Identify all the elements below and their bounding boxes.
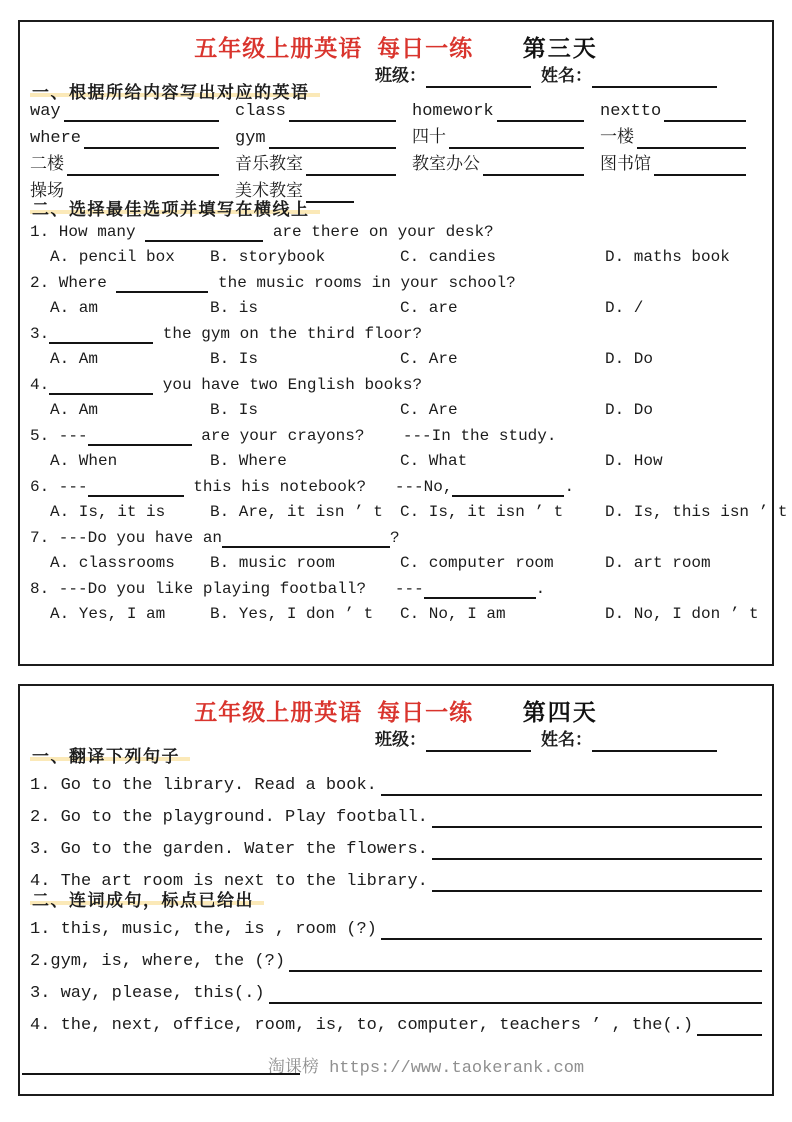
vocab-item	[235, 127, 412, 149]
sentence-text: 3. way, please, this(.)	[30, 984, 265, 1003]
sentence-text: 4. The art room is next to the library.	[30, 872, 428, 891]
option-item[interactable]: A. Yes, I am	[50, 605, 166, 623]
question-text: .	[535, 580, 546, 598]
question-text: ?	[390, 529, 400, 547]
option-item[interactable]: D. How	[605, 452, 663, 470]
options-row	[30, 499, 788, 523]
answer-blank[interactable]	[49, 330, 153, 344]
question-text: 5. ---	[30, 427, 88, 445]
question-line	[30, 372, 762, 396]
day3-section2-heading: 二、选择最佳选项并填写在横线上	[30, 210, 320, 214]
option-item[interactable]: C. are	[400, 299, 458, 317]
answer-blank[interactable]	[269, 134, 396, 149]
vocab-label: 音乐教室	[235, 156, 303, 175]
vocab-item	[412, 127, 600, 149]
options-row	[30, 295, 762, 319]
answer-blank[interactable]	[452, 483, 564, 497]
class-input-blank[interactable]	[426, 72, 531, 88]
answer-blank[interactable]	[697, 1021, 762, 1036]
vocab-item	[235, 100, 412, 122]
vocab-label: class	[235, 102, 287, 121]
question-line	[30, 525, 762, 549]
answer-blank[interactable]	[64, 107, 219, 122]
option-item[interactable]: D. No, I don ’ t	[605, 605, 759, 623]
day4-title-row	[30, 692, 762, 726]
translation-exercise	[30, 772, 762, 892]
option-item[interactable]: D. Do	[605, 350, 654, 368]
vocab-label: way	[30, 102, 61, 121]
options-row	[30, 244, 762, 268]
vocab-label: 图书馆	[600, 156, 651, 175]
question-line	[30, 423, 762, 447]
question-text: the gym on the third floor?	[153, 325, 423, 343]
option-item[interactable]: D. Do	[605, 401, 654, 419]
option-item[interactable]: A. Am	[50, 401, 99, 419]
option-item[interactable]: D. Is, this isn ’ t	[605, 503, 788, 521]
day4-section1-heading: 一、翻译下列句子	[30, 757, 190, 761]
answer-blank[interactable]	[222, 534, 390, 548]
rearrange-line	[30, 948, 762, 972]
rearrange-line	[30, 1012, 762, 1036]
vocab-item	[600, 127, 762, 149]
answer-blank[interactable]	[145, 228, 263, 242]
answer-blank[interactable]	[269, 989, 762, 1004]
question-text: you have two English books?	[153, 376, 423, 394]
answer-blank[interactable]	[432, 845, 762, 860]
options-row	[30, 346, 762, 370]
question-text: 2. Where	[30, 274, 117, 292]
option-item[interactable]: C. Are	[400, 350, 458, 368]
option-item[interactable]: A. pencil box	[50, 248, 175, 266]
question-line	[30, 270, 762, 294]
answer-blank[interactable]	[432, 813, 762, 828]
vocab-item	[235, 181, 412, 203]
option-item[interactable]: B. Is	[210, 401, 259, 419]
vocab-item	[600, 100, 762, 122]
multiple-choice-questions	[30, 219, 788, 625]
sentence-text: 2.gym, is, where, the (?)	[30, 952, 286, 971]
answer-blank[interactable]	[664, 107, 746, 122]
vocab-label: 一楼	[600, 129, 634, 148]
vocab-label: 教室办公	[412, 156, 480, 175]
day3-day-label: 第三天	[522, 37, 598, 63]
question-line	[30, 474, 762, 498]
option-item[interactable]: C. What	[400, 452, 468, 470]
class-label: 班级：	[375, 732, 426, 751]
sentence-text: 2. Go to the playground. Play football.	[30, 808, 428, 827]
question-text: 6. ---	[30, 478, 88, 496]
question-text: 4.	[30, 376, 50, 394]
vocab-item	[30, 100, 235, 122]
option-item[interactable]: D. art room	[605, 554, 711, 572]
sentence-text: 4. the, next, office, room, is, to, computer, teachers ’ , the(.)	[30, 1016, 694, 1035]
option-item[interactable]: B. music room	[210, 554, 335, 572]
day3-section1-heading: 一、根据所给内容写出对应的英语	[30, 93, 320, 97]
option-item[interactable]: A. am	[50, 299, 99, 317]
sentence-text: 3. Go to the garden. Water the flowers.	[30, 840, 428, 859]
sentence-rearrange-exercise	[30, 916, 762, 1036]
question-text: .	[564, 478, 575, 496]
vocab-item	[30, 127, 235, 149]
option-item[interactable]: B. Yes, I don ’ t	[210, 605, 374, 623]
option-item[interactable]: C. computer room	[400, 554, 554, 572]
sentence-text: 1. Go to the library. Read a book.	[30, 776, 377, 795]
option-item[interactable]: B. is	[210, 299, 259, 317]
rearrange-line	[30, 980, 762, 1004]
option-item[interactable]: B. Are, it isn ’ t	[210, 503, 383, 521]
answer-blank[interactable]	[497, 107, 584, 122]
option-item[interactable]: A. classrooms	[50, 554, 175, 572]
question-text: 7. ---Do you have an	[30, 529, 223, 547]
vocab-label: 二楼	[30, 156, 64, 175]
answer-continuation-line[interactable]	[22, 1073, 300, 1075]
answer-blank[interactable]	[449, 134, 584, 149]
option-item[interactable]: C. No, I am	[400, 605, 506, 623]
vocab-item	[600, 154, 762, 176]
vocab-item	[30, 154, 235, 176]
answer-blank[interactable]	[637, 134, 746, 149]
vocab-label: gym	[235, 129, 266, 148]
vocab-item	[412, 154, 600, 176]
name-input-blank[interactable]	[592, 72, 717, 88]
day3-title-row	[30, 28, 762, 62]
vocab-label: homework	[412, 102, 494, 121]
vocab-item	[235, 154, 412, 176]
option-item[interactable]: A. Is, it is	[50, 503, 166, 521]
question-line	[30, 321, 762, 345]
answer-blank[interactable]	[306, 188, 354, 203]
vocab-label: 美术教室	[235, 183, 303, 202]
answer-blank[interactable]	[289, 107, 396, 122]
option-item[interactable]: A. Am	[50, 350, 99, 368]
day4-panel	[18, 684, 774, 1096]
day4-day-label: 第四天	[522, 701, 598, 727]
watermark: 淘课榜 https://www.taokerank.com	[267, 1059, 585, 1078]
options-row	[30, 601, 762, 625]
answer-blank[interactable]	[381, 781, 762, 796]
option-item[interactable]: C. Are	[400, 401, 458, 419]
question-text: are there on your desk?	[263, 223, 494, 241]
class-input-blank[interactable]	[426, 736, 531, 752]
option-item[interactable]: C. Is, it isn ’ t	[400, 503, 564, 521]
vocab-label: where	[30, 129, 82, 148]
option-item[interactable]: D. /	[605, 299, 644, 317]
option-item[interactable]: A. When	[50, 452, 118, 470]
options-row	[30, 397, 762, 421]
day3-panel	[18, 20, 788, 666]
answer-blank[interactable]	[84, 134, 219, 149]
panel-footer	[30, 1052, 762, 1078]
question-text: 3.	[30, 325, 50, 343]
question-text: the music rooms in your school?	[208, 274, 516, 292]
option-item[interactable]: B. Where	[210, 452, 287, 470]
worksheet-title: 五年级上册英语 每日一练	[194, 701, 474, 727]
answer-blank[interactable]	[432, 877, 762, 892]
option-item[interactable]: D. maths book	[605, 248, 730, 266]
answer-blank[interactable]	[654, 161, 746, 176]
worksheet-title: 五年级上册英语 每日一练	[194, 37, 474, 63]
question-line	[30, 576, 762, 600]
answer-blank[interactable]	[483, 161, 584, 176]
vocab-item	[30, 181, 235, 203]
answer-blank[interactable]	[424, 585, 536, 599]
name-label: 姓名：	[541, 68, 592, 87]
rearrange-line	[30, 916, 762, 940]
answer-blank[interactable]	[289, 957, 762, 972]
translation-line	[30, 804, 762, 828]
name-input-blank[interactable]	[592, 736, 717, 752]
class-label: 班级：	[375, 68, 426, 87]
day4-section2-heading: 二、连词成句，标点已给出	[30, 901, 264, 905]
translation-line	[30, 868, 762, 892]
answer-blank[interactable]	[306, 161, 396, 176]
translation-line	[30, 772, 762, 796]
vocab-label: 操场	[30, 183, 64, 202]
sentence-text: 1. this, music, the, is , room (?)	[30, 920, 377, 939]
options-row	[30, 448, 762, 472]
vocab-label: 四十	[412, 129, 446, 148]
answer-blank[interactable]	[67, 161, 219, 176]
answer-blank[interactable]	[381, 925, 762, 940]
question-text: 8. ---Do you like playing football? ---	[30, 580, 424, 598]
option-item[interactable]: B. storybook	[210, 248, 326, 266]
vocab-grid	[30, 100, 762, 203]
question-text: this his notebook? ---No,	[183, 478, 453, 496]
answer-blank[interactable]	[49, 381, 153, 395]
option-item[interactable]: C. candies	[400, 248, 497, 266]
translation-line	[30, 836, 762, 860]
vocab-label: nextto	[600, 102, 662, 121]
answer-blank[interactable]	[88, 483, 184, 497]
vocab-item	[412, 100, 600, 122]
name-label: 姓名：	[541, 732, 592, 751]
question-text: are your crayons? ---In the study.	[191, 427, 557, 445]
question-line	[30, 219, 762, 243]
answer-blank[interactable]	[116, 279, 208, 293]
option-item[interactable]: B. Is	[210, 350, 259, 368]
answer-blank[interactable]	[88, 432, 192, 446]
options-row	[30, 550, 762, 574]
question-text: 1. How many	[30, 223, 146, 241]
